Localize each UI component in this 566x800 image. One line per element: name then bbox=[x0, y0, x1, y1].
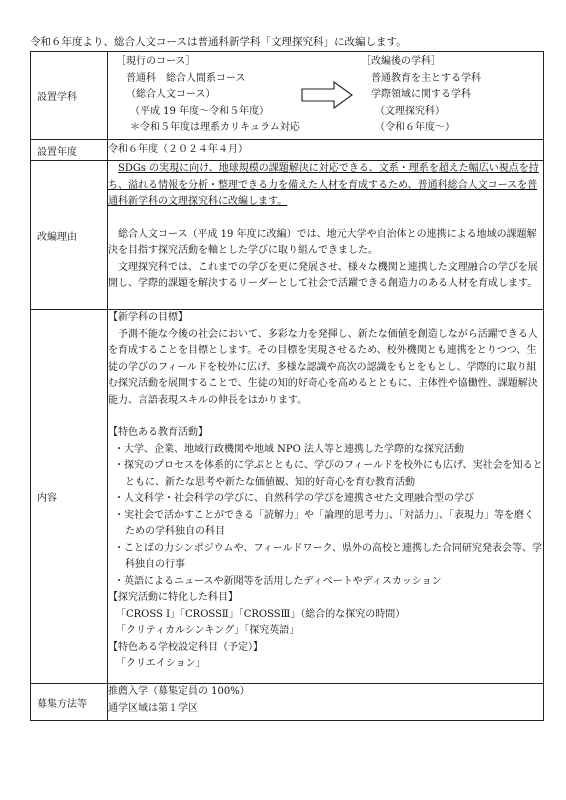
list-item: ・ことばの力シンポジウムや、フィールドワーク、県外の高校と連携した合同研究発表会等、学科独自の行事 bbox=[114, 542, 543, 570]
course-reform-table bbox=[30, 51, 544, 721]
label-boshu: 募集方法等 bbox=[31, 684, 108, 721]
row-boshu bbox=[31, 684, 544, 721]
riyu-paragraph-3: 文理探究科では、これまでの学びを更に発展させ、様々な機関と連携した文理融合の学びを展開し、学際的課題を解決するリーダーとして社会で活躍できる創造力のある人材を育成します。 bbox=[108, 261, 538, 289]
after-line: 普通教育を主とする学科 bbox=[371, 72, 481, 84]
list-item: ・大学、企業、地域行政機関や地域 NPO 法人等と連携した学際的な探究活動 bbox=[114, 443, 465, 455]
goal-heading: 【新学科の目標】 bbox=[108, 312, 188, 323]
riyu-paragraph-2: 総合人文コース（平成 19 年度に改編）では、地元大学や自治体との連携による地域の課題解決を目指す探究活動を軸とした学びに取り組んできました。 bbox=[108, 228, 537, 256]
intro-text: 令和６年度より、総合人文コースは普通科新学科「文理探究科」に改編します。 bbox=[30, 36, 407, 48]
current-course bbox=[116, 54, 300, 137]
current-line: （平成 19 年度～令和５年度） bbox=[130, 105, 270, 117]
features-heading: 【特色ある教育活動】 bbox=[108, 427, 208, 438]
after-line: （令和６年度～） bbox=[375, 122, 455, 133]
list-item: ・実社会で活かすことができる「読解力」や「論理的思考力」、「対話力」、「表現力」等を磨くための学科独自の科目 bbox=[114, 509, 534, 537]
label-nendo: 設置年度 bbox=[31, 140, 108, 161]
after-line: 学際領域に関する学科 bbox=[371, 89, 471, 100]
boshu-line: 推薦入学（募集定員の 100%） bbox=[108, 686, 250, 697]
after-course bbox=[361, 54, 481, 137]
subject-item: 「クリティカルシンキング」「探究英語」 bbox=[116, 625, 300, 636]
current-line: ＊令和５年度は理系カリキュラム対応 bbox=[130, 122, 300, 133]
after-heading: ［改編後の学科］ bbox=[361, 56, 441, 67]
subject-item: 「CROSS Ⅰ」「CROSSⅡ」「CROSSⅢ」（総合的な探究の時間） bbox=[116, 608, 406, 620]
school-subjects-heading: 【特色ある学校設定科目（予定）】 bbox=[108, 641, 263, 653]
row-naiyo bbox=[31, 310, 544, 684]
row-nendo bbox=[31, 140, 544, 161]
label-riyu: 改編理由 bbox=[31, 161, 108, 310]
list-item: ・人文科学・社会科学の学びに、自然科学の学びを連携させた文理融合型の学び bbox=[114, 493, 474, 504]
row-setchi bbox=[31, 52, 544, 140]
features-list bbox=[108, 442, 543, 591]
label-naiyo: 内容 bbox=[31, 310, 108, 684]
current-heading: ［現行のコース］ bbox=[116, 56, 196, 67]
list-item: ・探究のプロセスを体系的に学ぶとともに、学びのフィールドを校外にも広げ、実社会を知るとともに、新たな思考や新たな価値観、知的好奇心を育む教育活動 bbox=[114, 460, 543, 488]
label-setchi: 設置学科 bbox=[31, 52, 108, 140]
right-arrow-icon bbox=[300, 80, 354, 110]
current-line: （総合人文コース） bbox=[126, 89, 216, 100]
subjects-heading: 【探究活動に特化した科目】 bbox=[108, 592, 238, 603]
after-line: （文理探究科） bbox=[375, 105, 445, 117]
riyu-paragraph-1: SDGs の実現に向け、地球規模の課題解決に対応できる、文系・理系を超えた幅広い視点を持ち、溢れる情報を分析・整理できる力を備えた人材を育成するため、普通科総合人文コースを普通科新学科の文理探究科に改編します。 bbox=[108, 163, 539, 207]
school-subject-item: 「クリエイション」 bbox=[116, 658, 206, 669]
list-item: ・英語によるニュースや新聞等を活用したディベートやディスカッション bbox=[114, 575, 442, 587]
nendo-value: 令和６年度（２０２４年４月） bbox=[108, 140, 544, 161]
boshu-line: 通学区域は第１学区 bbox=[108, 702, 198, 714]
current-line: 普通科 総合人間系コース bbox=[126, 72, 246, 84]
row-riyu bbox=[31, 161, 544, 310]
goal-text: 予測不能な今後の社会において、多彩な力を発揮し、新たな価値を創造しながら活躍できる人を育成することを目標とします。その目標を実現させるため、校外機関とも連携をとりつつ、生徒の学びのフィールドを校外に広げ、多様な認識や高次の認識をもとをもとし、学際的に取り組む探究活動を展開することで、生徒の知的好奇心を高めるとともに、主体性や協働性、課題解決能力、言語表現スキルの伸長をはかります。 bbox=[108, 328, 538, 406]
